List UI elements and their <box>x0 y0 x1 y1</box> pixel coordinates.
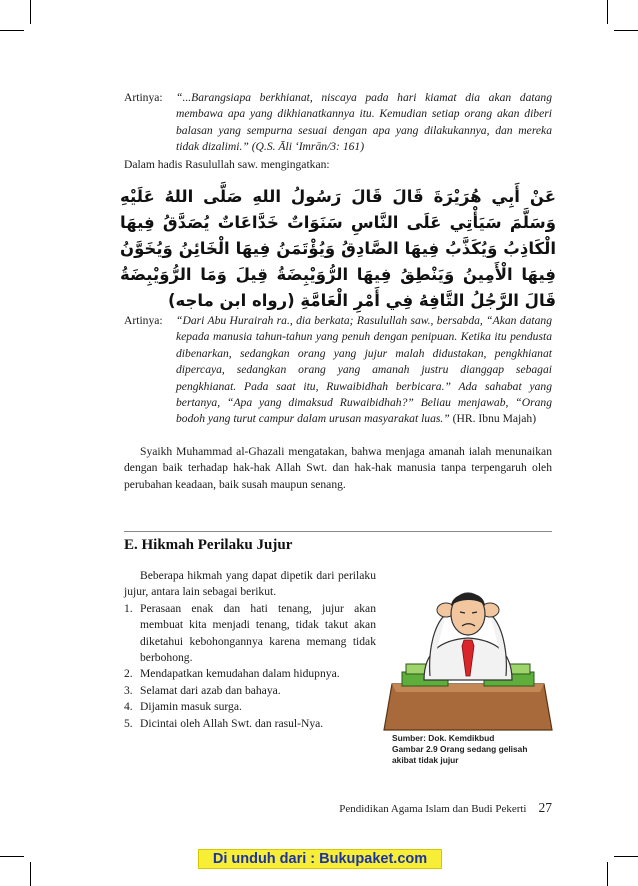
crop-mark <box>30 862 31 886</box>
translation-label: Artinya: <box>124 314 163 327</box>
list-number: 5. <box>124 716 133 730</box>
download-banner[interactable]: Di unduh dari : Bukupaket.com <box>198 849 442 869</box>
quran-translation <box>124 90 552 156</box>
hadith-intro: Dalam hadis Rasulullah saw. mengingatkan: <box>124 158 330 171</box>
list-text: Selamat dari azab dan bahaya. <box>140 683 281 697</box>
ghazali-paragraph <box>124 444 552 493</box>
hadith-translation-text <box>176 313 552 428</box>
list-item <box>124 716 376 732</box>
section-heading: E. Hikmah Perilaku Jujur <box>124 537 293 553</box>
list-item <box>124 666 376 682</box>
list-text: Dijamin masuk surga. <box>140 700 242 714</box>
figure-caption-line1: Gambar 2.9 Orang sedang gelisah <box>392 744 528 754</box>
worried-man-illustration <box>384 580 552 730</box>
section-intro <box>124 568 376 601</box>
hadith-source: (HR. Ibnu Majah) <box>452 412 537 426</box>
crop-mark <box>30 0 31 24</box>
figure-caption-line2: akibat tidak jujur <box>392 755 459 765</box>
crop-mark <box>0 856 24 857</box>
list-number: 4. <box>124 700 133 714</box>
page-footer <box>339 800 552 816</box>
crop-mark <box>614 30 638 31</box>
list-number: 2. <box>124 667 133 681</box>
hadith-translation <box>124 313 552 428</box>
section-intro-text: Beberapa hikmah yang dapat dipetik dari perilaku jujur, antara lain sebagai berikut. <box>124 569 376 599</box>
list-text: Perasaan enak dan hati tenang, jujur akan membuat kita menjadi tenang, tidak takut akan diketahui kebohongannya karena memang tidak berbohong. <box>140 601 376 665</box>
crop-mark <box>607 0 608 24</box>
crop-mark <box>0 30 24 31</box>
crop-mark <box>614 856 638 857</box>
list-text: Dicintai oleh Allah Swt. dan rasul-Nya. <box>140 716 324 730</box>
list-number: 3. <box>124 683 133 697</box>
hikmah-list-block <box>124 568 376 732</box>
list-item <box>124 683 376 699</box>
list-item <box>124 601 376 667</box>
figure-source: Sumber: Dok. Kemdikbud <box>392 733 495 743</box>
list-number: 1. <box>124 601 133 615</box>
page-number: 27 <box>538 800 552 815</box>
arabic-hadith: عَنْ أَبِي هُرَيْرَةَ قَالَ قَالَ رَسُولُ اللهِ صَلَّى اللهُ عَلَيْهِ وَسَلَّمَ سَيَأْتِي عَلَى النَّاسِ سَنَوَاتٌ خَدَّاعَاتٌ يُصَدَّقُ فِيهَا الْكَاذِبُ وَيُكَذَّبُ فِيهَا الصَّادِقُ وَيُؤْتَمَنُ فِيهَا الْخَائِنُ وَيُخَوَّنُ فِيهَا الْأَمِينُ وَيَنْطِقُ فِيهَا الرُّوَيْبِضَةُ قِيلَ وَمَا الرُّوَيْبِضَةُ قَالَ الرَّجُلُ التَّافِهُ فِي أَمْرِ الْعَامَّةِ (رواه ابن ماجه) <box>120 187 556 310</box>
translation-text: “...Barangsiapa berkhianat, niscaya pada hari kiamat dia akan datang membawa apa yang dikhianatkannya itu. Kemudian setiap orang akan diberi balasan yang sempurna sesuai dengan apa yang dilakukannya, dan mereka tidak dizalimi.” (Q.S. Āli ‘Imrān/3: 161) <box>176 91 552 154</box>
book-title: Pendidikan Agama Islam dan Budi Pekerti <box>339 803 527 815</box>
ghazali-text: Syaikh Muhammad al-Ghazali mengatakan, bahwa menjaga amanah ialah menunaikan dengan baik terhadap hak-hak Allah Swt. dan hak-hak manusia tanpa terpengaruh oleh perubahan keadaan, baik susah maupun senang. <box>124 445 552 491</box>
list-text: Mendapatkan kemudahan dalam hidupnya. <box>140 667 340 681</box>
list-item <box>124 699 376 715</box>
translation-label: Artinya: <box>124 91 163 104</box>
crop-mark <box>607 862 608 886</box>
section-divider <box>124 531 552 532</box>
hikmah-list <box>124 601 376 732</box>
hadith-translation-body: “Dari Abu Hurairah ra., dia berkata; Rasulullah saw., bersabda, “Akan datang kepada manusia tahun-tahun yang penuh dengan penipuan. Ketika itu pendusta dibenarkan, sedangkan orang yang jujur malah didustakan, pengkhianat dipercaya, sedangkan orang yang amanah justru dianggap sebagai pengkhianat. Pada saat itu, Ruwaibidhah berbicara.” Ada sahabat yang bertanya, “Apa yang dimaksud Ruwaibidhah?” Beliau menjawab, “Orang bodoh yang turut campur dalam urusan masyarakat luas.” <box>176 314 552 426</box>
figure-caption <box>392 733 527 766</box>
